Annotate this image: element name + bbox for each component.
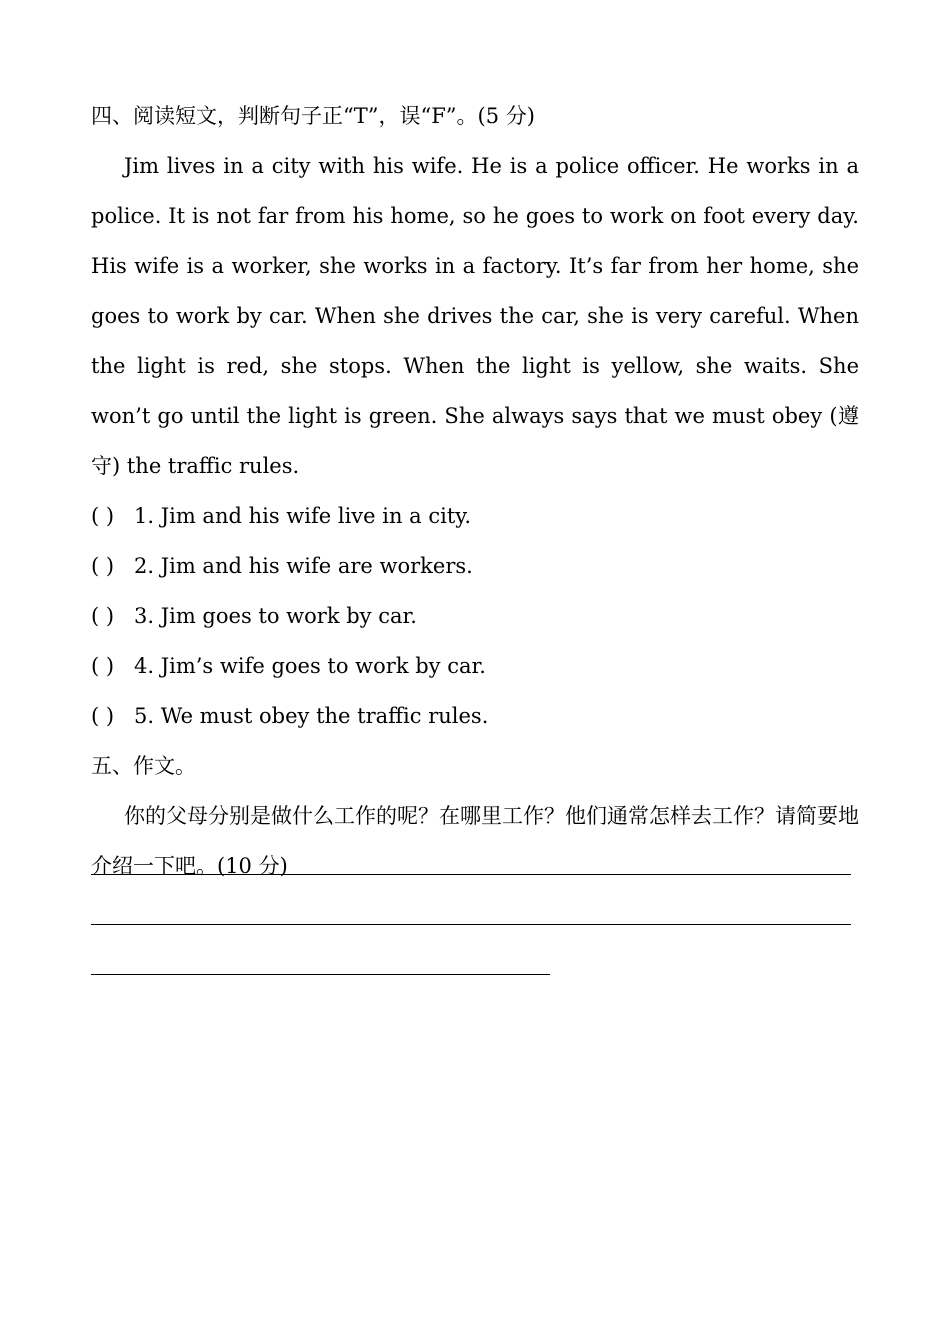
question-row <box>91 541 859 591</box>
answer-blank[interactable]: ( ) <box>91 604 115 628</box>
question-text: 5. We must obey the traffic rules. <box>134 704 489 728</box>
reading-passage: Jim lives in a city with his wife. He is a police officer. He works in a police. It is not far from his home, so he goes to work on foot every day. His wife is a worker, she works in a factory. It’s far from her home, she goes to work by car. When she drives the car, she is very careful. When the light is red, she stops. When the light is yellow, she waits. She won’t go until the light is green. She always says that we must obey (遵守) the traffic rules. <box>91 154 859 478</box>
essay-prompt: 你的父母分别是做什么工作的呢？在哪里工作？他们通常怎样去工作？请简要地介绍一下吧。(10 分) <box>91 804 859 878</box>
question-text: 1. Jim and his wife live in a city. <box>134 504 472 528</box>
answer-blank[interactable]: ( ) <box>91 654 115 678</box>
writing-line[interactable] <box>91 924 851 925</box>
question-text: 4. Jim’s wife goes to work by car. <box>134 654 486 678</box>
question-text: 3. Jim goes to work by car. <box>134 604 417 628</box>
question-row <box>91 591 859 641</box>
worksheet-page <box>91 91 859 891</box>
question-text: 2. Jim and his wife are workers. <box>134 554 473 578</box>
section-4-heading: 四、阅读短文，判断句子正“T”，误“F”。(5 分) <box>91 104 535 128</box>
section-5-heading: 五、作文。 <box>91 754 196 778</box>
question-row <box>91 691 859 741</box>
writing-line[interactable] <box>91 874 851 875</box>
question-row <box>91 491 859 541</box>
answer-blank[interactable]: ( ) <box>91 554 115 578</box>
answer-blank[interactable]: ( ) <box>91 704 115 728</box>
answer-blank[interactable]: ( ) <box>91 504 115 528</box>
writing-line[interactable] <box>91 974 550 975</box>
question-row <box>91 641 859 691</box>
